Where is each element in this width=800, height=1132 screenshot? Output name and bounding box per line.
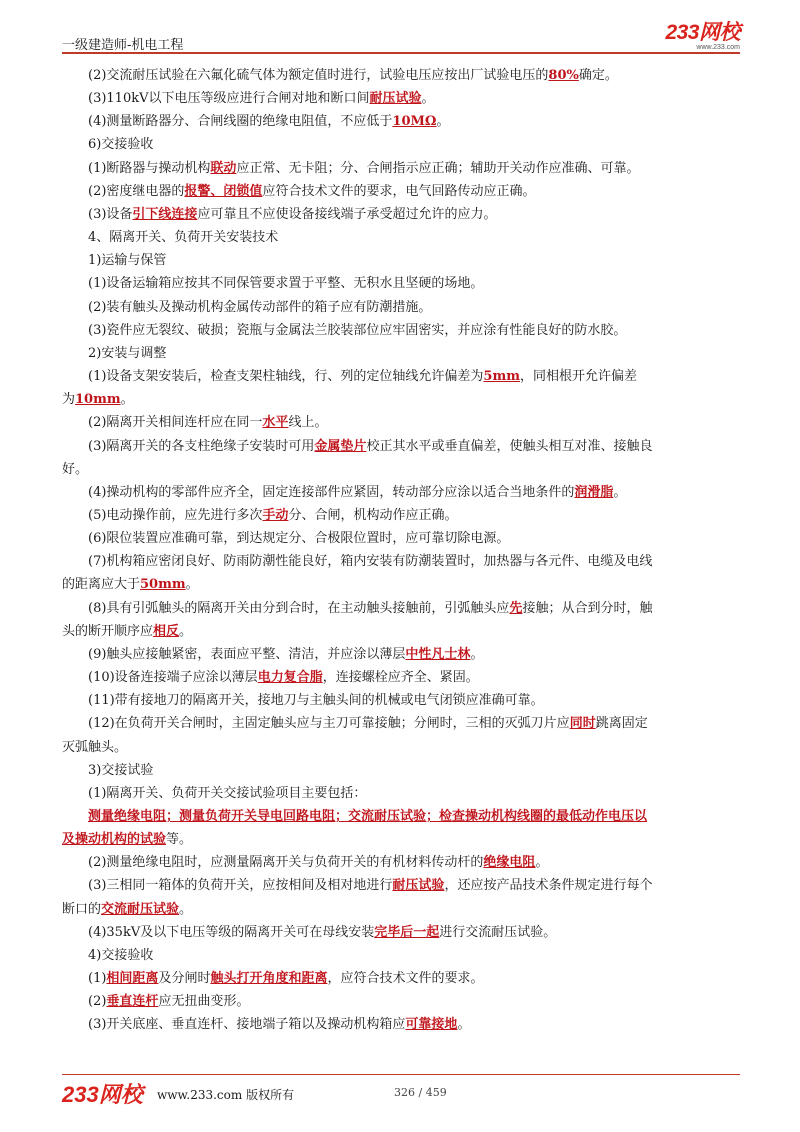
text-segment: (2)交流耐压试验在六氟化硫气体为额定值时进行，试验电压应按出厂试验电压的	[88, 68, 549, 83]
page-footer	[62, 1078, 740, 1108]
highlighted-keyword: 50mm	[140, 577, 186, 593]
text-segment: (2)装有触头及操动机构金属传动部件的箱子应有防潮措施。	[88, 299, 432, 315]
text-line	[88, 481, 740, 504]
text-segment: 6)交接验收	[88, 137, 154, 153]
brand-logo	[665, 22, 740, 52]
text-line	[88, 874, 740, 897]
logo-url: www.233.com	[696, 44, 740, 51]
text-line	[88, 805, 740, 828]
text-segment: (6)限位装置应准确可靠，到达规定分、合极限位置时，应可靠切除电源。	[88, 531, 510, 547]
highlighted-keyword: 相反	[153, 623, 180, 639]
text-segment: (4)测量断路器分、合闸线圈的绝缘电阻值，不应低于	[88, 114, 393, 130]
text-line	[88, 435, 740, 458]
text-segment: 确定。	[578, 68, 618, 83]
highlighted-keyword: 耐压试验	[392, 878, 445, 894]
text-segment: (4)35kV及以下电压等级的隔离开关可在母线安装	[88, 924, 375, 940]
text-segment: 2)安装与调整	[88, 345, 167, 361]
highlighted-keyword: 80%	[548, 68, 579, 83]
text-line	[88, 180, 740, 203]
text-segment: (9)触头应接触紧密，表面应平整、清洁，并应涂以薄层	[88, 646, 406, 662]
text-segment: (7)机构箱应密闭良好、防雨防潮性能良好，箱内安装有防潮装置时，加热器与各元件、电缆及电线	[88, 554, 653, 570]
text-segment: (3)设备	[88, 206, 133, 222]
text-line	[88, 87, 740, 110]
text-segment: (2)密度继电器的	[88, 183, 185, 199]
text-segment: (1)断路器与操动机构	[88, 160, 211, 176]
text-segment: 好。	[62, 461, 89, 477]
text-segment: ，应符合技术文件的要求。	[327, 971, 484, 987]
text-line	[62, 388, 740, 411]
highlighted-keyword: 中性凡士林	[405, 646, 471, 662]
text-line	[88, 759, 740, 782]
text-segment: 应无扭曲变形。	[158, 994, 250, 1010]
text-segment: 4、隔离开关、负荷开关安装技术	[88, 230, 279, 246]
text-line	[62, 573, 740, 596]
highlighted-keyword: 触头打开角度和距离	[210, 971, 328, 987]
page-number: 326 / 459	[394, 1086, 447, 1099]
text-line	[88, 411, 740, 434]
text-segment: (10)设备连接端子应涂以薄层	[88, 670, 258, 686]
text-segment: 校正其水平或垂直偏差，使触头相互对准、接触良	[366, 438, 653, 454]
text-line	[88, 110, 740, 133]
text-segment: (11)带有接地刀的隔离开关，接地刀与主触头间的机械或电气闭锁应准确可靠。	[88, 693, 544, 709]
text-segment: (12)在负荷开关合闸时，主固定触头应与主刀可靠接触；分闸时，三相的灭弧刀片应	[88, 716, 570, 732]
text-line	[88, 296, 740, 319]
highlighted-keyword: 金属垫片	[314, 438, 367, 454]
text-line	[62, 620, 740, 643]
text-segment: 的距离应大于	[62, 577, 141, 593]
highlighted-keyword: 水平	[262, 415, 289, 431]
text-segment: 应可靠且不应使设备接线端子承受超过允许的应力。	[197, 206, 497, 222]
text-segment: (5)电动操作前，应先进行多次	[88, 507, 263, 523]
text-segment: 。	[470, 646, 484, 662]
highlighted-keyword: 相间距离	[106, 971, 159, 987]
text-segment: (3)隔离开关的各支柱绝缘子安装时可用	[88, 438, 315, 454]
text-line	[88, 133, 740, 156]
text-line	[88, 272, 740, 295]
text-line	[88, 527, 740, 550]
text-line	[62, 898, 740, 921]
text-segment: (8)具有引弧触头的隔离开关由分到合时，在主动触头接触前，引弧触头应	[88, 600, 510, 616]
text-line	[88, 851, 740, 874]
text-segment: 线上。	[288, 415, 328, 431]
text-segment: 为	[62, 392, 76, 408]
text-segment: 3)交接试验	[88, 762, 154, 778]
text-segment: 应正常、无卡阻；分、合闸指示应正确；辅助开关动作应准确、可靠。	[236, 160, 640, 176]
text-segment: 。	[457, 1017, 471, 1033]
document-title: 一级建造师-机电工程	[62, 38, 184, 53]
text-line	[88, 689, 740, 712]
footer-logo: 233网校	[62, 1082, 143, 1107]
text-segment: 及分闸时	[158, 971, 211, 987]
text-line	[88, 226, 740, 249]
text-segment: 。	[179, 623, 193, 639]
highlighted-keyword: 联动	[210, 160, 237, 176]
text-segment: ，连接螺栓应齐全、紧固。	[322, 670, 479, 686]
text-segment: ，还应按产品技术条件规定进行每个	[444, 878, 653, 894]
text-segment: (2)	[88, 994, 107, 1010]
logo-text: 233网校	[665, 21, 740, 44]
text-segment: (1)设备支架安装后，检查支架柱轴线，行、列的定位轴线允许偏差为	[88, 369, 484, 385]
highlighted-keyword: 5mm	[483, 369, 520, 385]
highlighted-keyword: 测量绝缘电阻；测量负荷开关导电回路电阻；交流耐压试验；检查操动机构线圈的最低动作电压以	[88, 809, 648, 824]
highlighted-keyword: 手动	[262, 507, 289, 523]
highlighted-keyword: 完毕后一起	[374, 924, 440, 940]
text-segment: 接触；从合到分时，触	[522, 600, 653, 616]
text-segment: 。	[179, 901, 193, 917]
text-segment: 跳离固定	[595, 716, 648, 732]
highlighted-keyword: 报警、闭锁值	[184, 183, 263, 199]
text-segment: (1)	[88, 971, 107, 987]
text-segment: 等。	[166, 832, 193, 848]
text-line	[62, 458, 740, 481]
text-segment: 。	[613, 484, 627, 500]
text-line	[88, 921, 740, 944]
text-line	[88, 550, 740, 573]
text-line	[88, 597, 740, 620]
text-segment: 1)运输与保管	[88, 253, 167, 269]
text-segment: (2)测量绝缘电阻时，应测量隔离开关与负荷开关的有机材料传动杆的	[88, 855, 484, 871]
footer-divider	[62, 1074, 740, 1075]
text-line	[88, 319, 740, 342]
text-segment: (3)瓷件应无裂纹、破损；瓷瓶与金属法兰胶装部位应牢固密实，并应涂有性能良好的防水胶。	[88, 322, 627, 338]
text-segment: 。	[185, 577, 199, 593]
highlighted-keyword: 润滑脂	[574, 484, 614, 500]
text-segment: 断口的	[62, 901, 102, 917]
highlighted-keyword: 及操动机构的试验	[62, 832, 167, 848]
text-line	[88, 365, 740, 388]
text-segment: 分、合闸，机构动作应正确。	[288, 507, 458, 523]
text-line	[88, 990, 740, 1013]
text-segment: (2)隔离开关相间连杆应在同一	[88, 415, 263, 431]
text-line	[88, 342, 740, 365]
highlighted-keyword: 10MΩ	[392, 114, 437, 130]
text-segment: (3)三相同一箱体的负荷开关，应按相间及相对地进行	[88, 878, 393, 894]
highlighted-keyword: 引下线连接	[132, 206, 198, 222]
text-segment: 进行交流耐压试验。	[439, 924, 557, 940]
text-line	[88, 64, 740, 87]
text-segment: 灭弧触头。	[62, 739, 128, 755]
text-segment: 。	[436, 114, 450, 130]
text-line	[88, 712, 740, 735]
text-line	[62, 736, 740, 759]
highlighted-keyword: 垂直连杆	[106, 994, 159, 1010]
text-segment: (1)隔离开关、负荷开关交接试验项目主要包括：	[88, 785, 367, 801]
text-segment: 头的断开顺序应	[62, 623, 154, 639]
header-divider	[62, 52, 740, 54]
highlighted-keyword: 耐压试验	[369, 91, 422, 107]
text-line	[88, 157, 740, 180]
highlighted-keyword: 先	[509, 600, 523, 616]
text-segment: (1)设备运输箱应按其不同保管要求置于平整、无积水且坚硬的场地。	[88, 276, 484, 292]
text-segment: 4)交接验收	[88, 947, 154, 963]
text-segment: (3)开关底座、垂直连杆、接地端子箱以及操动机构箱应	[88, 1017, 406, 1033]
copyright-text: www.233.com 版权所有	[157, 1088, 295, 1102]
text-line	[88, 203, 740, 226]
text-line	[88, 666, 740, 689]
text-segment: ，同相根开允许偏差	[519, 369, 637, 385]
text-line	[88, 504, 740, 527]
text-line	[88, 782, 740, 805]
highlighted-keyword: 可靠接地	[405, 1017, 458, 1033]
text-line	[88, 967, 740, 990]
highlighted-keyword: 同时	[569, 716, 596, 732]
text-segment: 。	[120, 392, 134, 408]
highlighted-keyword: 10mm	[75, 392, 121, 408]
highlighted-keyword: 绝缘电阻	[483, 855, 536, 871]
text-line	[88, 1013, 740, 1036]
text-line	[88, 249, 740, 272]
text-segment: (4)操动机构的零部件应齐全，固定连接部件应紧固，转动部分应涂以适合当地条件的	[88, 484, 575, 500]
text-line	[88, 944, 740, 967]
highlighted-keyword: 电力复合脂	[257, 670, 323, 686]
text-segment: 。	[421, 91, 435, 107]
text-segment: 。	[535, 855, 549, 871]
text-segment: (3)110kV以下电压等级应进行合闸对地和断口间	[88, 91, 370, 107]
document-body	[62, 64, 740, 1037]
text-line	[88, 643, 740, 666]
highlighted-keyword: 交流耐压试验	[101, 901, 180, 917]
text-line	[62, 828, 740, 851]
text-segment: 应符合技术文件的要求，电气回路传动应正确。	[262, 183, 536, 199]
